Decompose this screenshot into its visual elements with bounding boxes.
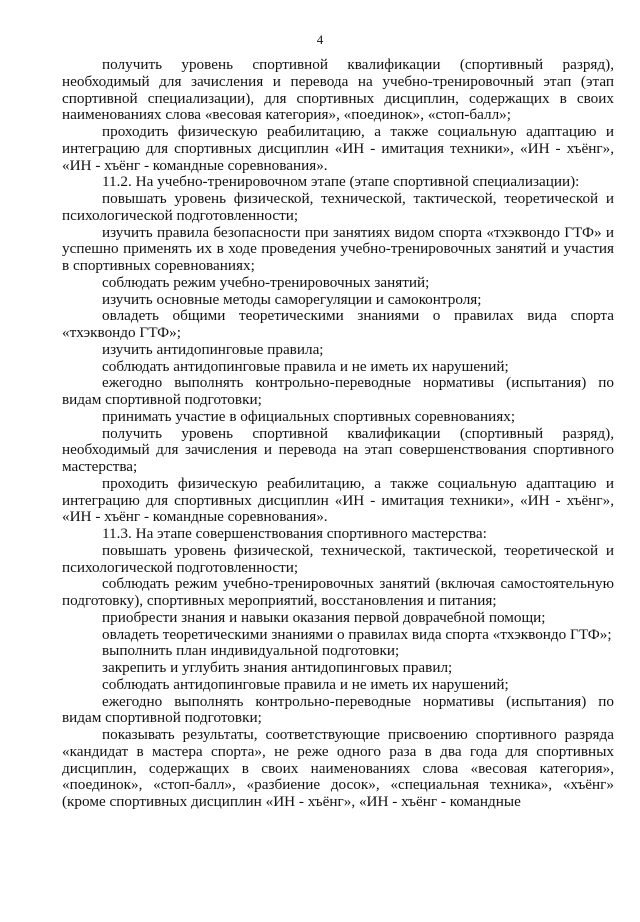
paragraph: приобрести знания и навыки оказания первой доврачебной помощи; xyxy=(102,608,546,626)
document-body xyxy=(62,57,614,811)
paragraph: соблюдать антидопинговые правила и не иметь их нарушений; xyxy=(102,357,509,375)
paragraph: получить уровень спортивной квалификации (спортивный разряд), необходимый для зачисления и перевода на учебно-тренировочный этап (этап спортивной специализации), для спортивных дисциплин, содержащих в своих наименованиях слова «весовая категория», «поединок», «стоп-балл»; xyxy=(62,56,614,124)
paragraph: проходить физическую реабилитацию, а также социальную адаптацию и интеграцию для спортивных дисциплин «ИН - имитация техники», «ИН - хъёнг», «ИН - хъёнг - командные соревнования». xyxy=(62,123,614,174)
page-number: 4 xyxy=(316,32,324,47)
section-heading: 11.2. На учебно-тренировочном этапе (этапе спортивной специализации): xyxy=(102,173,580,191)
paragraph: овладеть общими теоретическими знаниями о правилах вида спорта «тхэквондо ГТФ»; xyxy=(62,307,614,341)
paragraph: принимать участие в официальных спортивных соревнованиях; xyxy=(102,407,516,425)
paragraph: соблюдать антидопинговые правила и не иметь их нарушений; xyxy=(102,675,509,693)
paragraph: повышать уровень физической, технической, тактической, теоретической и психологической подготовленности; xyxy=(62,190,614,224)
paragraph: выполнить план индивидуальной подготовки; xyxy=(102,642,400,660)
paragraph: проходить физическую реабилитацию, а также социальную адаптацию и интеграцию для спортивных дисциплин «ИН - имитация техники», «ИН - хъёнг», «ИН - хъёнг - командные соревнования». xyxy=(62,474,614,526)
paragraph: изучить антидопинговые правила; xyxy=(102,340,324,358)
paragraph: закрепить и углубить знания антидопинговых правил; xyxy=(102,659,453,676)
paragraph: ежегодно выполнять контрольно-переводные нормативы (испытания) по видам спортивной подготовки; xyxy=(62,374,614,408)
paragraph: соблюдать режим учебно-тренировочных занятий (включая самостоятельную подготовку), спортивных мероприятий, восстановления и питания; xyxy=(62,575,614,609)
paragraph: соблюдать режим учебно-тренировочных занятий; xyxy=(102,273,430,291)
paragraph: изучить правила безопасности при занятиях видом спорта «тхэквондо ГТФ» и успешно применять их в ходе проведения учебно-тренировочных занятий и участия в спортивных соревнованиях; xyxy=(62,223,614,274)
paragraph: повышать уровень физической, технической, тактической, теоретической и психологической подготовленности; xyxy=(62,541,614,576)
paragraph: показывать результаты, соответствующие присвоению спортивного разряда «кандидат в мастера спорта», не реже одного раза в два года для спортивных дисциплин, содержащих в своих наименованиях слова «весовая категория», «поединок», «стоп-балл», «разбиение досок», «специальная техника», «хъёнг» (кроме спортивных дисциплин «ИН - хъёнг», «ИН - хъёнг - командные xyxy=(62,726,614,810)
paragraph: изучить основные методы саморегуляции и самоконтроля; xyxy=(102,290,482,308)
section-heading: 11.3. На этапе совершенствования спортивного мастерства: xyxy=(102,525,487,542)
paragraph: ежегодно выполнять контрольно-переводные нормативы (испытания) по видам спортивной подготовки; xyxy=(62,692,614,727)
paragraph: получить уровень спортивной квалификации (спортивный разряд), необходимый для зачисления и перевода на этап совершенствования спортивного мастерства; xyxy=(62,424,614,475)
paragraph: овладеть теоретическими знаниями о правилах вида спорта «тхэквондо ГТФ»; xyxy=(102,625,612,643)
